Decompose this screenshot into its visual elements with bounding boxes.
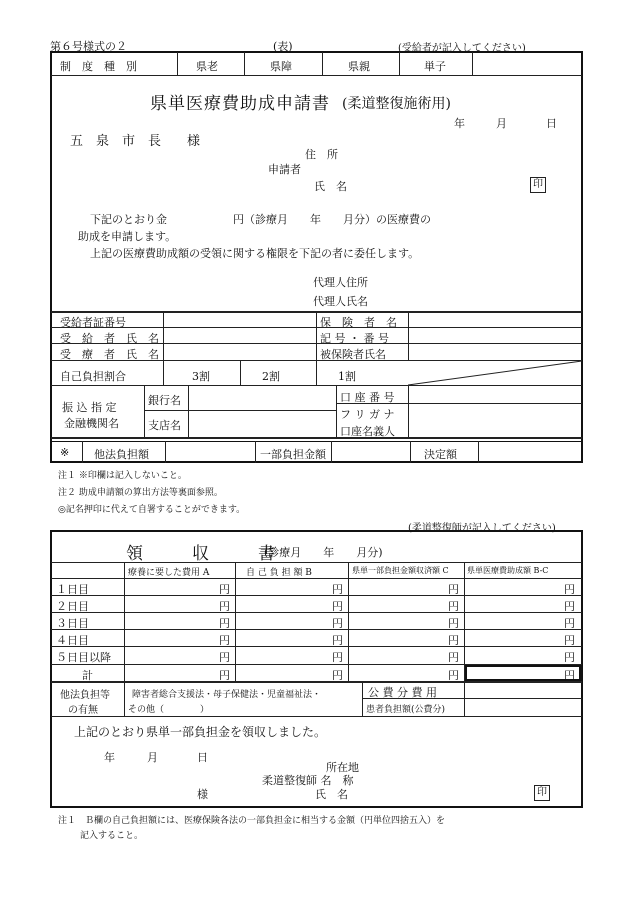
bank-name-label: 銀行名 <box>148 394 181 407</box>
yen-5c: 円 <box>448 651 459 664</box>
row-day2: ２日目 <box>56 600 89 613</box>
public-cost-label: 公 費 分 費 用 <box>368 686 437 699</box>
seal-mark: 印 <box>530 177 546 193</box>
row-day1: １日目 <box>56 583 89 596</box>
col-header-bc: 県単医療費助成額 B-C <box>467 566 549 575</box>
yen-1b: 円 <box>332 583 343 596</box>
other-law-label-1: 他法負担等 <box>60 690 110 701</box>
yen-3b: 円 <box>332 617 343 630</box>
yen-2c: 円 <box>448 600 459 613</box>
received-statement: 上記のとおり県単一部負担金を領収しました。 <box>74 725 327 739</box>
filler-note: (受給者が記入してください) <box>398 43 526 54</box>
insured-name-label: 被保険者氏名 <box>320 348 386 361</box>
row-total: 計 <box>82 669 93 682</box>
other-law-amount-label: 他法負担額 <box>94 448 149 461</box>
row-day4: ４日目 <box>56 634 89 647</box>
yen-ta: 円 <box>219 669 230 682</box>
yen-1d: 円 <box>564 583 575 596</box>
option-kensho[interactable]: 県障 <box>270 60 292 73</box>
name-label: 氏 名 <box>314 180 347 193</box>
form-number: 第６号様式の２ <box>50 40 127 53</box>
bank-label-2: 金融機関名 <box>64 417 119 430</box>
yen-4d: 円 <box>564 634 575 647</box>
receipt-filler-note: (柔道整復師が記入してください) <box>408 523 556 534</box>
recipient-cert-no-label: 受給者証番号 <box>60 316 126 329</box>
yen-5d: 円 <box>564 651 575 664</box>
receipt-title: 領 収 書 <box>126 544 291 564</box>
branch-name-label: 支店名 <box>148 419 181 432</box>
row-day5plus: ５日目以降 <box>56 651 111 664</box>
sama-label: 様 <box>197 788 208 801</box>
other-law-text-2: その他（ ） <box>128 705 210 715</box>
account-no-label: 口 座 番 号 <box>340 391 395 404</box>
form-side: (表) <box>273 40 293 53</box>
recipient-name-label: 受 給 者 氏 名 <box>60 332 159 345</box>
yen-3c: 円 <box>448 617 459 630</box>
location-label: 所在地 <box>326 761 359 774</box>
date-year: 年 <box>454 117 465 130</box>
yen-1a: 円 <box>219 583 230 596</box>
yen-5a: 円 <box>219 651 230 664</box>
account-holder-label: 口座名義人 <box>340 425 395 438</box>
addressee: 五 泉 市 長 様 <box>70 134 201 149</box>
body-line-3: 上記の医療費助成額の受領に関する権限を下記の者に委任します。 <box>90 247 420 260</box>
burden-ratio-label: 自己負担割合 <box>60 370 126 383</box>
date-month: 月 <box>496 117 507 130</box>
symbol-number-label: 記 号 ・ 番 号 <box>320 332 389 345</box>
yen-2d: 円 <box>564 600 575 613</box>
applicant-label: 申請者 <box>268 163 301 176</box>
yen-3d: 円 <box>564 617 575 630</box>
yen-3a: 円 <box>219 617 230 630</box>
option-kenshin[interactable]: 県親 <box>348 60 370 73</box>
col-header-b: 自 己 負 担 額 B <box>246 568 312 578</box>
patient-name-label: 受 療 者 氏 名 <box>60 348 159 361</box>
application-title: 県単医療費助成申請書 <box>150 94 330 114</box>
yen-2b: 円 <box>332 600 343 613</box>
footnote-line-2: 記入すること。 <box>80 831 144 841</box>
burden-option-1[interactable]: 1割 <box>338 370 356 383</box>
practitioner-name-label: 氏 名 <box>315 788 348 801</box>
option-kenro[interactable]: 県老 <box>196 60 218 73</box>
diagonal-divider <box>408 361 582 386</box>
agent-name: 代理人氏名 <box>313 295 368 308</box>
address-label: 住 所 <box>305 148 338 161</box>
application-subtitle: (柔道整復施術用) <box>342 96 451 112</box>
office-use-mark: ※ <box>60 446 70 459</box>
note-1: 注１ ※印欄は記入しないこと。 <box>58 471 187 481</box>
yen-2a: 円 <box>219 600 230 613</box>
yen-1c: 円 <box>448 583 459 596</box>
body-line-2: 助成を申請します。 <box>78 230 177 243</box>
furigana-label: フ リ ガ ナ <box>340 408 395 421</box>
note-2: 注２ 助成申請額の算出方法等裏面参照。 <box>58 488 223 498</box>
other-law-text-1: 障害者総合支援法・母子保健法・児童福祉法・ <box>132 690 322 700</box>
decided-amount-label: 決定額 <box>424 448 457 461</box>
agent-address: 代理人住所 <box>313 276 368 289</box>
receipt-date-year: 年 <box>104 751 115 764</box>
yen-4a: 円 <box>219 634 230 647</box>
practitioner-label: 柔道整復師 名 称 <box>262 774 354 787</box>
row-day3: ３日目 <box>56 617 89 630</box>
yen-4b: 円 <box>332 634 343 647</box>
note-3: ◎記名押印に代えて自署することができます。 <box>58 505 246 515</box>
patient-burden-label: 患者負担額(公費分) <box>366 705 446 715</box>
yen-4c: 円 <box>448 634 459 647</box>
receipt-seal-mark: 印 <box>534 785 550 801</box>
system-type-label: 制 度 種 別 <box>60 60 137 73</box>
yen-5b: 円 <box>332 651 343 664</box>
receipt-date-day: 日 <box>197 751 208 764</box>
other-law-label-2: の有無 <box>68 705 98 716</box>
insurer-name-label: 保 険 者 名 <box>320 316 397 329</box>
col-header-c: 県単一部負担金額収済額 C <box>352 566 449 575</box>
footnote-line-1: 注１ Ｂ欄の自己負担額には、医療保険各法の一部負担金に相当する金額（円単位四捨五入）を <box>58 816 446 826</box>
partial-burden-label: 一部負担金額 <box>260 448 326 461</box>
burden-option-3[interactable]: 3割 <box>192 370 210 383</box>
body-line-1: 下記のとおり金 円（診療月 年 月分）の医療費の <box>90 213 431 226</box>
option-tanshi[interactable]: 単子 <box>424 60 446 73</box>
col-header-a: 療養に要した費用 A <box>128 568 210 578</box>
yen-tc: 円 <box>448 669 459 682</box>
yen-tb: 円 <box>332 669 343 682</box>
receipt-date-month: 月 <box>147 751 158 764</box>
burden-option-2[interactable]: 2割 <box>262 370 280 383</box>
date-day: 日 <box>546 117 557 130</box>
bank-label-1: 振 込 指 定 <box>62 401 117 414</box>
yen-td: 円 <box>564 669 575 682</box>
receipt-period: (診療月 年 月分) <box>264 546 383 559</box>
